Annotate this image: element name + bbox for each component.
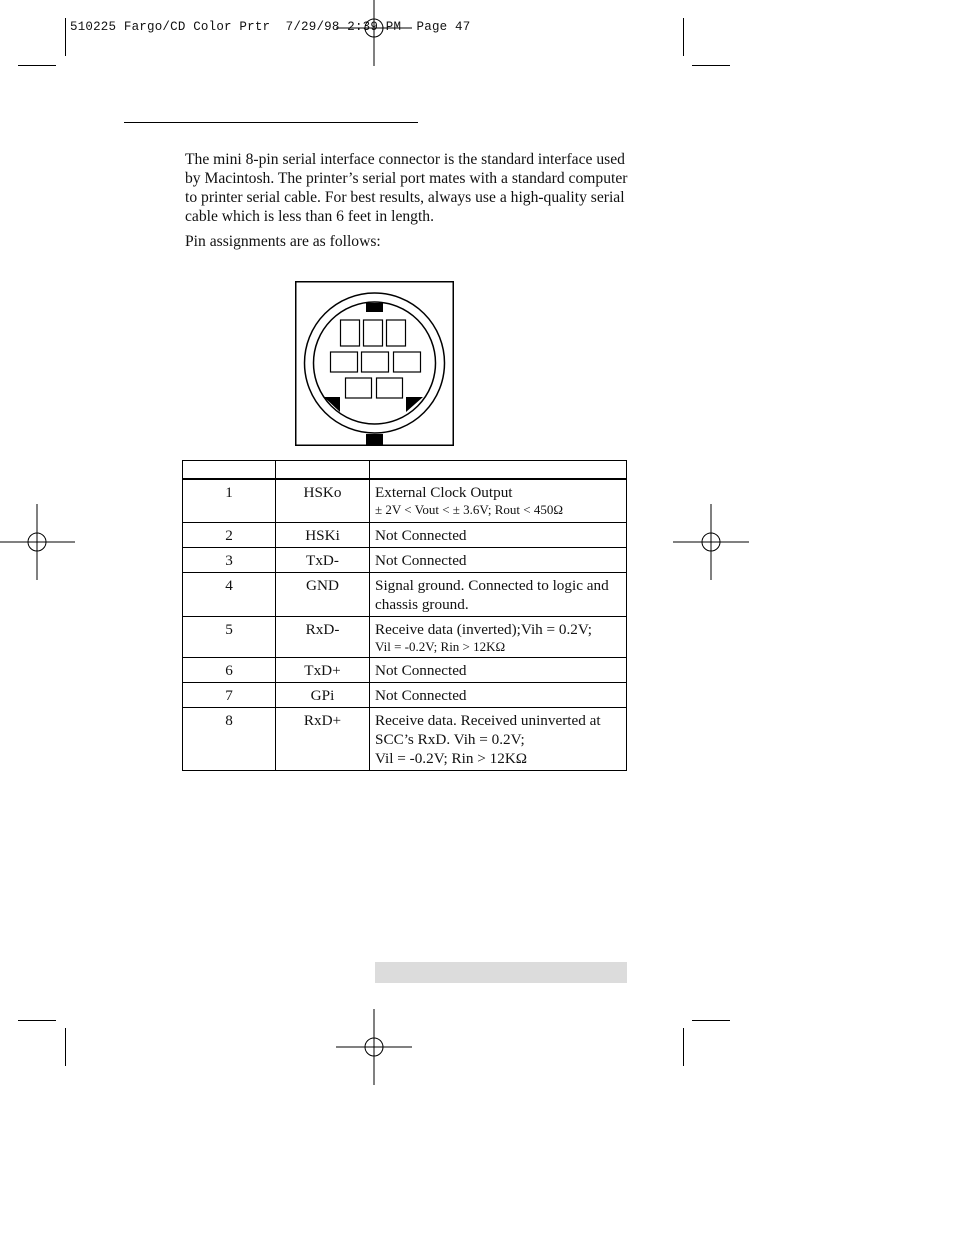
pin-signal: GPi — [276, 682, 370, 707]
pin-number: 2 — [183, 522, 276, 547]
pin-description: Not Connected — [370, 522, 627, 547]
pin-number: 4 — [183, 572, 276, 616]
pin-number: 7 — [183, 682, 276, 707]
pin-signal: GND — [276, 572, 370, 616]
registration-mark-left-icon — [0, 504, 75, 580]
table-row — [183, 707, 627, 770]
pin-signal: TxD- — [276, 547, 370, 572]
pin-signal: RxD+ — [276, 707, 370, 770]
pin-description: External Clock Output ± 2V < Vout < ± 3.6V; Rout < 450Ω — [370, 479, 627, 522]
table-header-row — [183, 461, 627, 480]
pin-description: Receive data (inverted);Vih = 0.2V; Vil = -0.2V; Rin > 12KΩ — [370, 616, 627, 657]
crop-mark — [65, 1028, 66, 1066]
pin-number: 8 — [183, 707, 276, 770]
header-rule — [124, 122, 418, 123]
pin-description: Not Connected — [370, 657, 627, 682]
pin-intro-paragraph: Pin assignments are as follows: — [185, 233, 381, 250]
crop-mark — [18, 1020, 56, 1021]
table-row — [183, 479, 627, 522]
pin-description: Not Connected — [370, 682, 627, 707]
print-slug: 510225 Fargo/CD Color Prtr 7/29/98 2:39 PM Page 47 — [70, 20, 471, 34]
crop-mark — [18, 65, 56, 66]
registration-mark-right-icon — [673, 504, 749, 580]
pin-number: 3 — [183, 547, 276, 572]
registration-mark-bottom-icon — [336, 1009, 412, 1085]
footer-shade-bar — [375, 962, 627, 983]
table-row — [183, 572, 627, 616]
pin-description: Receive data. Received uninverted at SCC’s RxD. Vih = 0.2V; Vil = -0.2V; Rin > 12KΩ — [370, 707, 627, 770]
pin-signal: HSKo — [276, 479, 370, 522]
pin-description: Signal ground. Connected to logic and chassis ground. — [370, 572, 627, 616]
header-cell — [370, 461, 627, 480]
pin-assignment-table — [182, 460, 627, 771]
pin-signal: RxD- — [276, 616, 370, 657]
pin-number: 6 — [183, 657, 276, 682]
table-row — [183, 616, 627, 657]
header-cell — [276, 461, 370, 480]
crop-mark — [683, 1028, 684, 1066]
table-row — [183, 657, 627, 682]
pin-description: Not Connected — [370, 547, 627, 572]
crop-mark — [65, 18, 66, 56]
header-cell — [183, 461, 276, 480]
mini-din-8-connector-icon — [295, 281, 454, 446]
crop-mark — [692, 1020, 730, 1021]
pin-number: 5 — [183, 616, 276, 657]
pin-signal: TxD+ — [276, 657, 370, 682]
pin-signal: HSKi — [276, 522, 370, 547]
pin-number: 1 — [183, 479, 276, 522]
crop-mark — [692, 65, 730, 66]
table-row — [183, 682, 627, 707]
registration-mark-top-icon — [336, 0, 412, 66]
table-row — [183, 547, 627, 572]
table-row — [183, 522, 627, 547]
crop-mark — [683, 18, 684, 56]
intro-paragraph: The mini 8-pin serial interface connector is the standard interface used by Macintosh. The printer’s serial port mates with a standard computer to printer serial cable. For best results, always use a high-quality serial cable which is less than 6 feet in length. — [185, 151, 628, 225]
body-text — [185, 150, 630, 251]
